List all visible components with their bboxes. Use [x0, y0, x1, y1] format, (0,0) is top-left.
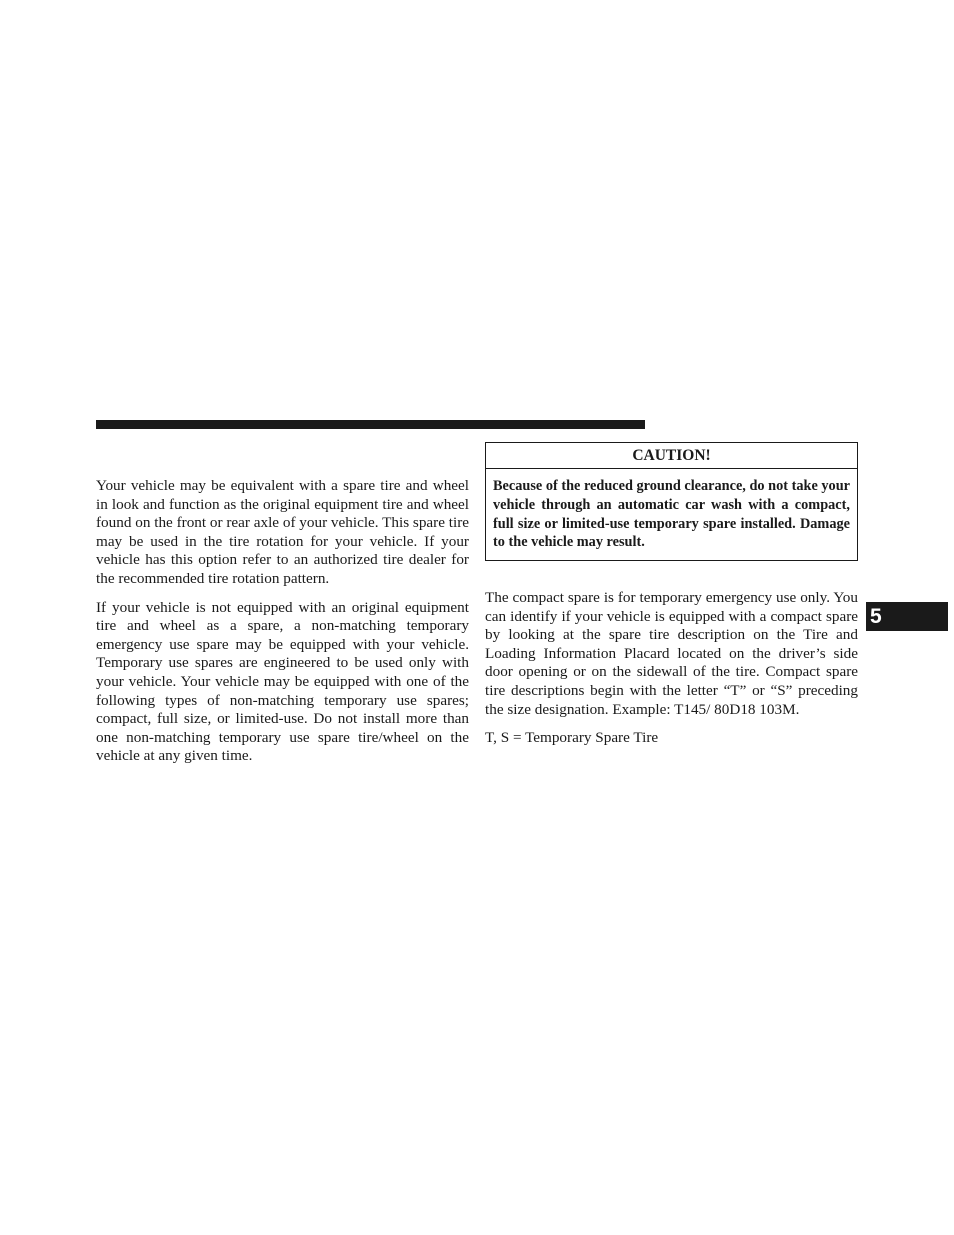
- right-column: [485, 589, 858, 758]
- caution-title: CAUTION!: [486, 443, 857, 469]
- paragraph: T, S = Temporary Spare Tire: [485, 729, 659, 747]
- section-rule-bar: [96, 420, 645, 429]
- chapter-tab: [866, 602, 948, 631]
- caution-text: Because of the reduced ground clearance, do not take your vehicle through an automatic car wash with a compact, full size or limited-use temporary spare installed. Damage to the vehicle may result.: [493, 478, 850, 551]
- caution-box: [485, 442, 858, 561]
- paragraph: The compact spare is for temporary emergency use only. You can identify if your vehicle is equipped with a compact spare by looking at the spare tire description on the Tire and Loading Information Placard located on the driver’s side door opening or on the sidewall of the tire. Compact spare tire descriptions begin with the letter “T” or “S” preceding the size designation. Example: T145/ 80D18 103M.: [485, 589, 858, 718]
- left-column: [96, 477, 469, 776]
- paragraph: If your vehicle is not equipped with an original equipment tire and wheel as a spare, a non-matching temporary emergency use spare may be equipped with your vehicle. Temporary use spares are engineered to be used only with your vehicle. Your vehicle may be equipped with one of the following types of non-matching temporary use spares; compact, full size, or limited-use. Do not install more than one non-matching temporary use spare tire/wheel on the vehicle at any given time.: [96, 598, 469, 765]
- paragraph: Your vehicle may be equivalent with a spare tire and wheel in look and function as the original equipment tire and wheel found on the front or rear axle of your vehicle. This spare tire may be used in the tire rotation for your vehicle. If your vehicle has this option refer to an authorized tire dealer for the recommended tire rotation pattern.: [96, 477, 469, 587]
- chapter-number: 5: [870, 605, 882, 628]
